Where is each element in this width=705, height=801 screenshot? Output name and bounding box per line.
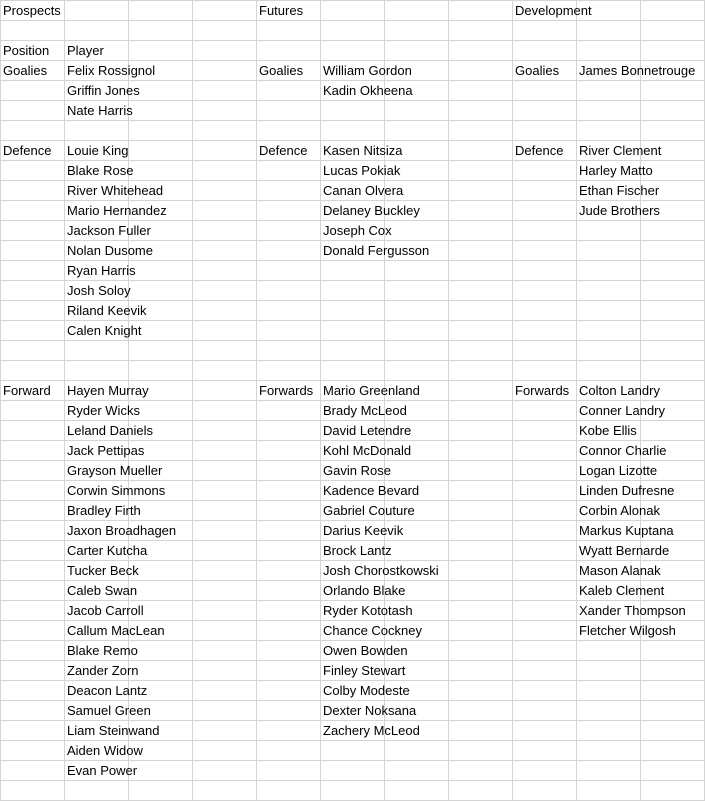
- prospects-forward-player[interactable]: Liam Steinwand: [67, 723, 160, 738]
- grid-row-line: [0, 120, 705, 121]
- development-goalies-player[interactable]: James Bonnetrouge: [579, 63, 696, 78]
- grid-row-line: [0, 780, 705, 781]
- prospects-forward-player[interactable]: Zander Zorn: [67, 663, 139, 678]
- development-defence-player[interactable]: Jude Brothers: [579, 203, 660, 218]
- prospects-forward-player[interactable]: Jaxon Broadhagen: [67, 523, 177, 538]
- header-futures[interactable]: Futures: [259, 3, 304, 18]
- prospects-forward-player[interactable]: Hayen Murray: [67, 383, 149, 398]
- prospects-forward-player[interactable]: Leland Daniels: [67, 423, 154, 438]
- grid-row-line: [0, 0, 705, 1]
- prospects-forward-player[interactable]: Carter Kutcha: [67, 543, 148, 558]
- prospects-defence-player[interactable]: Josh Soloy: [67, 283, 131, 298]
- futures-forward-player[interactable]: Orlando Blake: [323, 583, 406, 598]
- prospects-forward-player[interactable]: Corwin Simmons: [67, 483, 166, 498]
- futures-forward-player[interactable]: Kohl McDonald: [323, 443, 412, 458]
- futures-forward-player[interactable]: Brock Lantz: [323, 543, 392, 558]
- futures-defence-player[interactable]: Donald Fergusson: [323, 243, 430, 258]
- prospects-defence-player[interactable]: Nolan Dusome: [67, 243, 153, 258]
- futures-goalies-player[interactable]: Kadin Okheena: [323, 83, 413, 98]
- development-forward-player[interactable]: Logan Lizotte: [579, 463, 658, 478]
- development-defence-player[interactable]: Harley Matto: [579, 163, 653, 178]
- futures-defence-player[interactable]: Delaney Buckley: [323, 203, 420, 218]
- futures-forward-player[interactable]: David Letendre: [323, 423, 412, 438]
- futures-forward-player[interactable]: Ryder Kototash: [323, 603, 413, 618]
- futures-forward-player[interactable]: Chance Cockney: [323, 623, 422, 638]
- prospects-forward-player[interactable]: Jacob Carroll: [67, 603, 144, 618]
- futures-forward-player[interactable]: Kadence Bevard: [323, 483, 420, 498]
- development-forward-player[interactable]: Linden Dufresne: [579, 483, 675, 498]
- prospects-defence-player[interactable]: Calen Knight: [67, 323, 142, 338]
- prospects-forward-player[interactable]: Blake Remo: [67, 643, 138, 658]
- futures-forward-player[interactable]: Brady McLeod: [323, 403, 407, 418]
- development-forward-player[interactable]: Conner Landry: [579, 403, 665, 418]
- prospects-forward-player[interactable]: Bradley Firth: [67, 503, 141, 518]
- futures-forward-player[interactable]: Zachery McLeod: [323, 723, 420, 738]
- prospects-forward-player[interactable]: Aiden Widow: [67, 743, 143, 758]
- header-development[interactable]: Development: [515, 3, 592, 18]
- development-forward-player[interactable]: Connor Charlie: [579, 443, 667, 458]
- prospects-forward-player[interactable]: Jack Pettipas: [67, 443, 145, 458]
- prospects-forward-label[interactable]: Forward: [3, 383, 51, 398]
- futures-forward-player[interactable]: Mario Greenland: [323, 383, 420, 398]
- prospects-defence-player[interactable]: Jackson Fuller: [67, 223, 151, 238]
- development-forward-player[interactable]: Kaleb Clement: [579, 583, 665, 598]
- futures-forward-player[interactable]: Dexter Noksana: [323, 703, 417, 718]
- prospects-forward-player[interactable]: Deacon Lantz: [67, 683, 148, 698]
- development-forward-player[interactable]: Markus Kuptana: [579, 523, 674, 538]
- prospects-goalies-player[interactable]: Nate Harris: [67, 103, 133, 118]
- development-forward-player[interactable]: Xander Thompson: [579, 603, 686, 618]
- prospects-forward-player[interactable]: Tucker Beck: [67, 563, 139, 578]
- development-forward-player[interactable]: Wyatt Bernarde: [579, 543, 670, 558]
- prospects-forward-player[interactable]: Callum MacLean: [67, 623, 165, 638]
- futures-forward-player[interactable]: Gabriel Couture: [323, 503, 415, 518]
- futures-forward-player[interactable]: Finley Stewart: [323, 663, 406, 678]
- prospects-forward-player[interactable]: Grayson Mueller: [67, 463, 163, 478]
- grid-row-line: [0, 340, 705, 341]
- futures-defence-player[interactable]: Kasen Nitsiza: [323, 143, 403, 158]
- development-forward-player[interactable]: Mason Alanak: [579, 563, 661, 578]
- grid-row-line: [0, 20, 705, 21]
- development-defence-player[interactable]: River Clement: [579, 143, 662, 158]
- prospects-defence-player[interactable]: Louie King: [67, 143, 129, 158]
- grid-row-line: [0, 360, 705, 361]
- header-prospects[interactable]: Prospects: [3, 3, 61, 18]
- futures-defence-label[interactable]: Defence: [259, 143, 308, 158]
- futures-forward-label[interactable]: Forwards: [259, 383, 314, 398]
- prospects-defence-player[interactable]: Mario Hernandez: [67, 203, 167, 218]
- prospects-defence-player[interactable]: Riland Keevik: [67, 303, 147, 318]
- prospects-defence-player[interactable]: River Whitehead: [67, 183, 164, 198]
- development-defence-player[interactable]: Ethan Fischer: [579, 183, 660, 198]
- prospects-goalies-player[interactable]: Felix Rossignol: [67, 63, 156, 78]
- futures-goalies-player[interactable]: William Gordon: [323, 63, 412, 78]
- futures-forward-player[interactable]: Owen Bowden: [323, 643, 408, 658]
- futures-goalies-label[interactable]: Goalies: [259, 63, 304, 78]
- futures-forward-player[interactable]: Colby Modeste: [323, 683, 410, 698]
- futures-forward-player[interactable]: Gavin Rose: [323, 463, 391, 478]
- prospects-goalies-label[interactable]: Goalies: [3, 63, 48, 78]
- development-forward-player[interactable]: Colton Landry: [579, 383, 660, 398]
- development-forward-player[interactable]: Kobe Ellis: [579, 423, 637, 438]
- futures-defence-player[interactable]: Joseph Cox: [323, 223, 392, 238]
- prospects-defence-label[interactable]: Defence: [3, 143, 52, 158]
- development-forward-player[interactable]: Corbin Alonak: [579, 503, 660, 518]
- prospects-goalies-player[interactable]: Griffin Jones: [67, 83, 140, 98]
- development-goalies-label[interactable]: Goalies: [515, 63, 560, 78]
- prospects-defence-player[interactable]: Ryan Harris: [67, 263, 136, 278]
- prospects-forward-player[interactable]: Samuel Green: [67, 703, 151, 718]
- header-position[interactable]: Position: [3, 43, 50, 58]
- futures-forward-player[interactable]: Josh Chorostkowski: [323, 563, 439, 578]
- prospects-forward-player[interactable]: Caleb Swan: [67, 583, 138, 598]
- development-forward-player[interactable]: Fletcher Wilgosh: [579, 623, 676, 638]
- development-forward-label[interactable]: Forwards: [515, 383, 570, 398]
- prospects-defence-player[interactable]: Blake Rose: [67, 163, 134, 178]
- futures-forward-player[interactable]: Darius Keevik: [323, 523, 404, 538]
- header-player[interactable]: Player: [67, 43, 104, 58]
- futures-defence-player[interactable]: Canan Olvera: [323, 183, 404, 198]
- development-defence-label[interactable]: Defence: [515, 143, 564, 158]
- prospects-forward-player[interactable]: Evan Power: [67, 763, 138, 778]
- prospects-forward-player[interactable]: Ryder Wicks: [67, 403, 140, 418]
- futures-defence-player[interactable]: Lucas Pokiak: [323, 163, 401, 178]
